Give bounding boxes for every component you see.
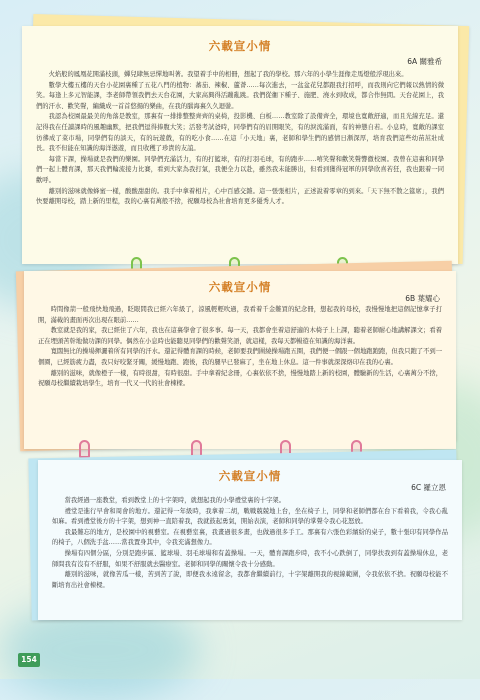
paragraph: 我最難忘的地方，是校園中的視藝室。在視藝室裏，我畫過很多畫，也做過很多手工。那裏有六張色彩繽紛的桌子，數十張印有同學作品的椅子，八個洗手盆……當我置身其中，令我充滿想像力。 bbox=[52, 528, 448, 547]
article-3 bbox=[38, 460, 462, 620]
paragraph: 禮堂是進行早會和周會的地方。還記得一年級時，我拿着二胡，戰戰兢兢地上台，坐在椅子上，同學和老師們都在台下看着我，令我心亂如麻。看到禮堂後方的十字架，想到神一直陪着我，我就鼓起勇氣，開始表演，老師和同學的掌聲令我心花怒放。 bbox=[52, 507, 448, 526]
paragraph: 我認為校園最最美的角落是教室，那裏有一排排整整齊齊的桌椅，投影機、白板……教室除了設備齊全，環境也寬敞舒適，而且光線充足。還記得我在任讀課時的風趣幽默，把我們逗得捧腹大笑；活發考試爸時，同學們有的眉開眼笑，有的淚流滿面，有的神態自若。小息時，寬敞的課室彷彿成了菜市場，同學們有的談天，有的玩遊戲，有的吃小食……在這「小天地」裏，老師和學生們的感情日漸深厚，培育我們這些幼苗茁壯成長。我不但能在知識的海洋遨遊，而且收穫了珍貴的友誼。 bbox=[36, 113, 444, 153]
paragraph: 操場有四個分區，分別是跑步區、籃球場、羽毛球場和有蓋操場。一天，體育課跑步時，我不小心跌倒了，同學扶我到有蓋操場休息，老師問我有沒有不舒服，如果不舒服就去醫療室。老師和同學的關懷令我十分感動。 bbox=[52, 549, 448, 568]
paragraph: 離別的滋味，就像橙子一樣，有時很甜，有時很甜。手中拿着紀念冊，心裏依依不捨，慢慢地踏上新的校園，體驗新的生活，心裏萬分不捨，祝願母校繼續栽培學生，培育一代又一代的社會棟樑。 bbox=[38, 369, 442, 388]
paper-clip-icon bbox=[79, 440, 90, 458]
article-body bbox=[52, 496, 448, 591]
article-title: 六載宣小情 bbox=[218, 469, 282, 483]
article-2 bbox=[24, 271, 456, 449]
paragraph: 離別的滋味，就像苦瓜一樣，苦到苦了說，即便我永遠留念，我都會繼續前行，十字架離開我的視線範圍，令我依依不捨。祝願母校能不斷培育出社會棟樑。 bbox=[52, 571, 448, 589]
article-body bbox=[38, 305, 442, 390]
paragraph: 教室就是我的家，我已經住了六年，我也在這裏學會了很多事。每一天，我都會坐着這舒適的木椅子上上課，聽着老師耐心地講解課文；看着正在埋頭苦幹地做功課的同學。偶然在小息時也能聽見同學們的歡聲笑語，就這樣，我每天都暢遊在知識的海洋裏。 bbox=[38, 327, 442, 345]
article-title: 六載宣小情 bbox=[208, 280, 272, 294]
article-title: 六載宣小情 bbox=[208, 39, 272, 53]
paragraph: 離別的滋味就像蜂蜜一樣，酸酸甜甜的。我手中拿着相片，心中百感交雜。這一張張相片，正述說着零章的到來。「天下無不散之筵席」，我們快要離開母校，踏上新的里程，我的心裏有萬般不捨，祝願母校為社會培育更多優秀人才。 bbox=[36, 187, 444, 206]
paragraph: 火焰般的鳳凰花開滿枝頭，蟬兒肆無忌憚地叫著。我望着手中的相冊，想起了我的學校。那六年的小學生涯像走馬燈般浮現出來。 bbox=[48, 71, 408, 78]
article-author: 6A 關雅希 bbox=[407, 57, 442, 66]
article-1 bbox=[22, 26, 458, 264]
page-number: 154 bbox=[18, 653, 40, 667]
article-author: 6B 葉耀心 bbox=[405, 294, 440, 303]
paragraph: 每當下課，操場就是我們的樂園。同學們充滿活力，有的打籃球，有的打羽毛球，有的跑步……嘻笑聲和歡笑聲響徹校園。我曾在這裏和同學們一起上體育課，那天我們輪流接力比賽，看到大家為我打氣，我便全力以赴，雖然我未能勝出，但看到獲得冠軍的同學欣喜若狂，我也跟着一同歡呼。 bbox=[36, 155, 444, 184]
article-body bbox=[36, 70, 444, 208]
article-author: 6C 羅立恩 bbox=[411, 483, 446, 492]
paragraph: 當我經過一座教堂，看到教堂上的十字架時，就想起我的小學禮堂裏的十字架。 bbox=[64, 497, 285, 504]
paragraph: 時間像箭一般飛快地飛過，眨眼間我已經六年級了，涼風輕輕吹過，我看着千金難買的紀念冊，想起我的母校，我慢慢地把這個記憶拿子打開，滿載的畫面再次出現在眼前…… bbox=[38, 306, 442, 324]
paragraph: 寬闊無比的操場揮灑着所有同學的汗水。還記得體育課的時候，老師要我們圍繞操場跑五圈，我們便一個跟一個地跑跑跑，但我只跑了不到一個圈，已經筋疲力盡，我只好咬緊牙關，緩慢地跑、跑後，我的腿早已發麻了，坐在地上休息。這一件事就深深烙印在我的心裏。 bbox=[38, 348, 442, 366]
paragraph: 數學大樓五樓的天台小花園裏種了五花八門的植物：蕃茄、辣椒、蘆薈……每次進去，一盆盆花兒都跟我打招呼，而我則向它們報以熱情的微笑。每逢上多元智能課，李老師帶領我們去天台花園，大家高興得活蹦亂跳。我們從衞下種子、施肥、澆水到收成，都合作無間。天台花園上，我們的汗水、歡笑聲，編織成一首首悠揚的樂曲，在我的腦海裏久久迴盪。 bbox=[36, 81, 444, 110]
